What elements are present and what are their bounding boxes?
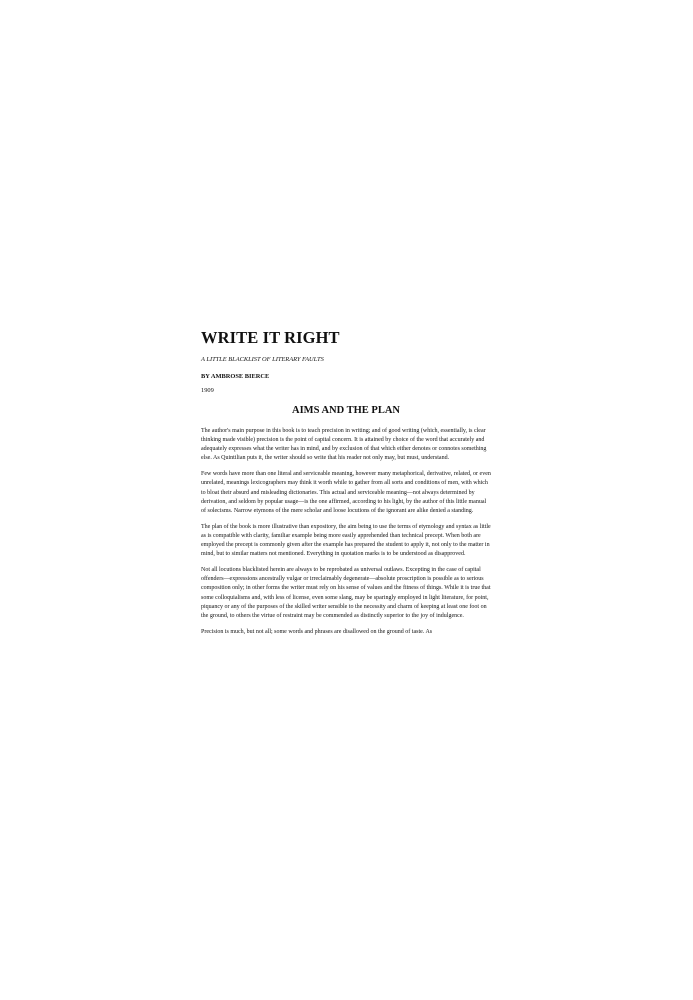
book-subtitle: A LITTLE BLACKLIST OF LITERARY FAULTS: [201, 356, 324, 363]
author-byline: BY AMBROSE BIERCE: [201, 373, 270, 380]
paragraph: The author's main purpose in this book is to teach precision in writing; and of good writing (which, essentially, is clear thinking made visible) precision is the point of capital concern. It is attained by choice of the word that accurately and adequately expresses what the writer has in mind, and by exclusion of that which either denotes or connotes something else. As Quintilian puts it, the writer should so write that his reader not only may, but must, understand.: [201, 428, 487, 462]
paragraph: Few words have more than one literal and serviceable meaning, however many metaphorical, derivative, related, or even unrelated, meanings lexicographers may think it worth while to gather from all sorts and conditions of men, with which to bloat their absurd and misleading dictionaries. This actual and serviceable meaning—not always determined by derivation, and seldom by popular usage—is the one affirmed, according to his light, by the author of this little manual of solecisms. Narrow etymons of the mere scholar and loose locutions of the ignorant are alike denied a standing.: [201, 471, 491, 514]
publication-year: 1909: [201, 387, 214, 394]
paragraph: Precision is much, but not all; some words and phrases are disallowed on the ground of taste. As: [201, 628, 433, 635]
paragraph: The plan of the book is more illustrative than expository, the aim being to use the terms of etymology and syntax as little as is compatible with clarity, familiar example being more easily apprehended than technical precept. When both are employed the precept is commonly given after the example has prepared the student to apply it, not only to the matter in mind, but to similar matters not mentioned. Everything in quotation marks is to be understood as disapproved.: [201, 523, 491, 558]
book-title: WRITE IT RIGHT: [201, 328, 340, 347]
section-heading: AIMS AND THE PLAN: [291, 405, 401, 416]
document-page: [201, 328, 491, 644]
paragraph: Not all locutions blacklisted herein are always to be reprobated as universal outlaws. Excepting in the case of capital offenders—expressions ancestrally vulgar or irreclaimably degenerate—absolute proscription is possible as to serious composition only; in other forms the writer must rely on his sense of values and the fitness of things. While it is true that some colloquialisms and, with less of license, even some slang, may be sparingly employed in light literature, for point, piquancy or any of the purposes of the skilled writer sensible to the necessity and charm of keeping at least one foot on the ground, to others the virtue of restraint may be commended as distinctly superior to the joy of indulgence.: [201, 567, 491, 619]
